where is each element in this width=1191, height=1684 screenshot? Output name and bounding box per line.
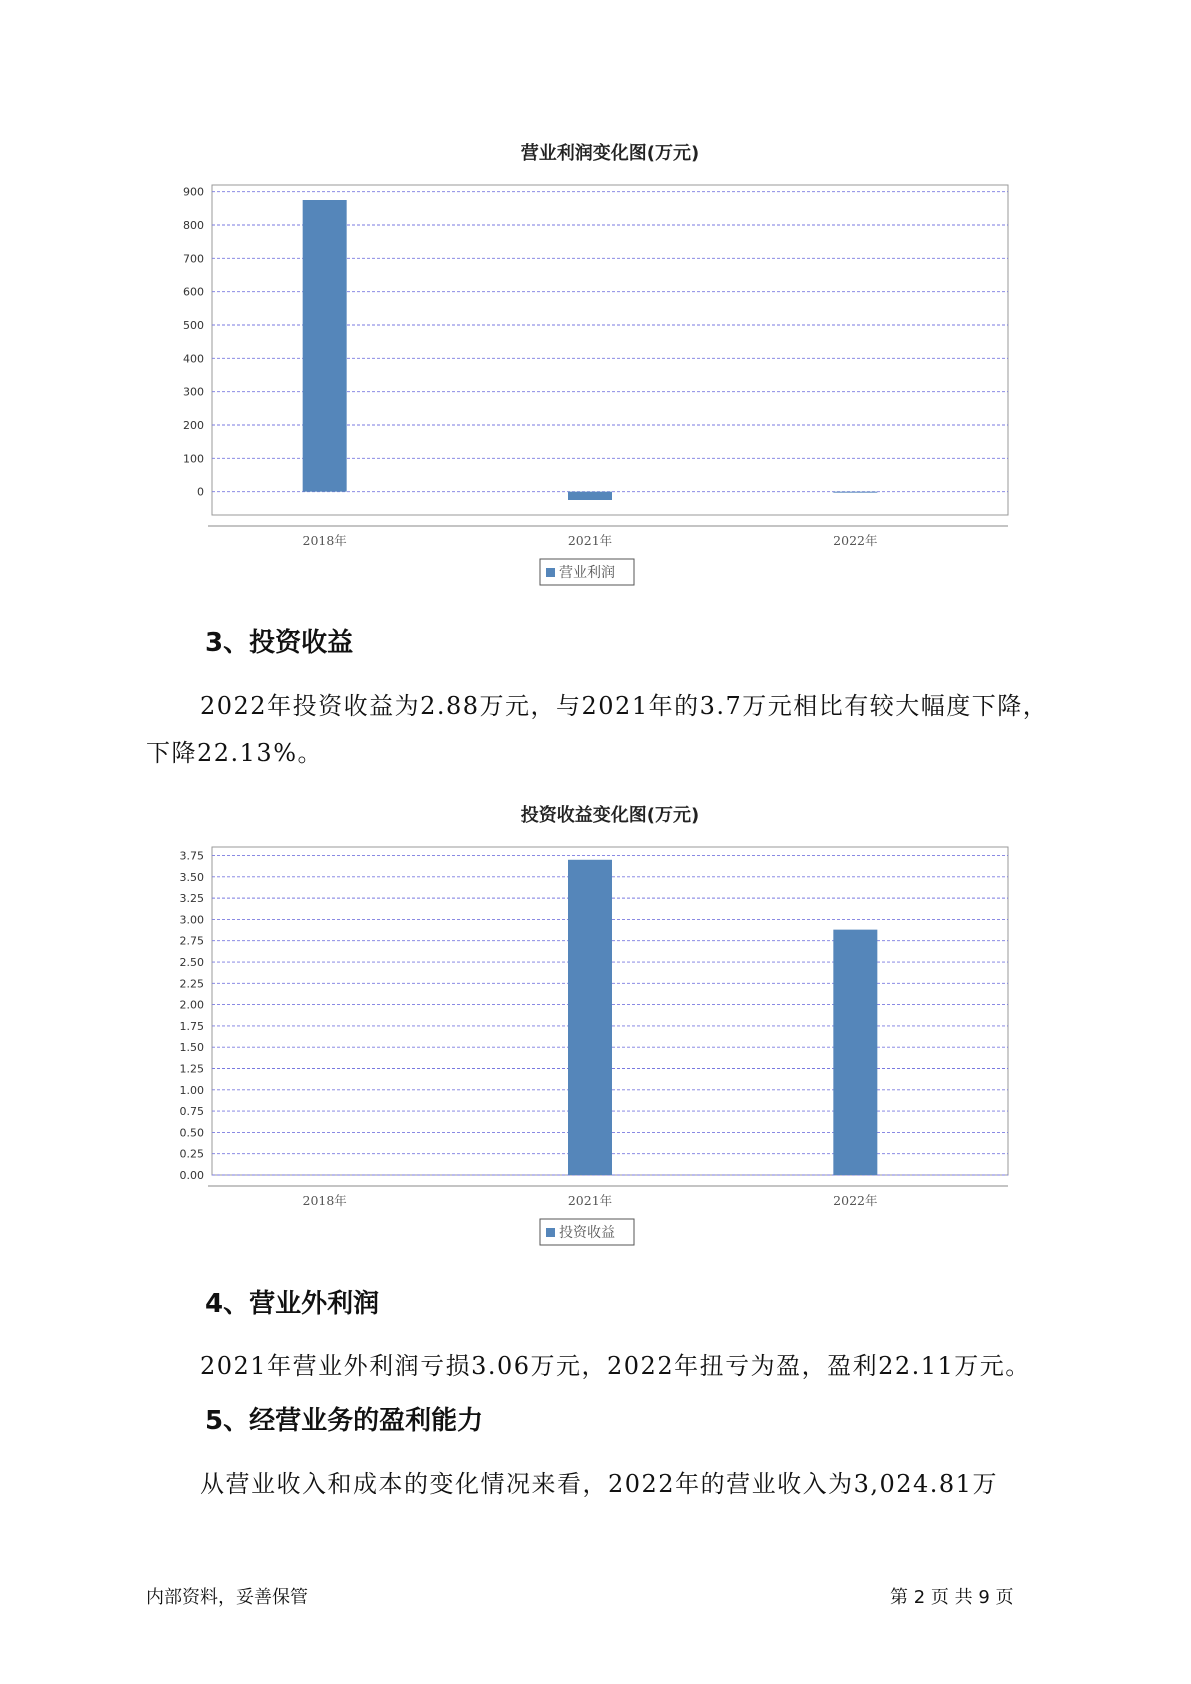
footer-page-number: 第 2 页 共 9 页 <box>890 1587 1014 1608</box>
y-tick-label: 1.75 <box>179 1019 204 1033</box>
bar-2022年 <box>833 930 877 1175</box>
y-tick-label: 700 <box>183 252 204 266</box>
bar-2021年 <box>568 492 612 500</box>
y-tick-label: 3.00 <box>179 913 204 927</box>
chart-title: 营业利润变化图(万元) <box>520 143 700 164</box>
x-tick-label: 2018年 <box>302 533 347 548</box>
y-tick-label: 0.00 <box>179 1169 204 1182</box>
y-tick-label: 2.75 <box>179 934 204 948</box>
legend-label: 投资收益 <box>559 1225 615 1241</box>
y-tick-label: 3.75 <box>179 849 204 863</box>
y-tick-label: 0.50 <box>179 1126 204 1140</box>
y-tick-label: 600 <box>183 285 204 299</box>
chart-title: 投资收益变化图(万元) <box>520 805 700 826</box>
y-tick-label: 0.75 <box>179 1105 204 1119</box>
investment-income-chart <box>150 792 1030 1262</box>
y-tick-label: 300 <box>183 385 204 399</box>
y-tick-label: 900 <box>183 185 204 199</box>
y-tick-label: 100 <box>183 452 204 466</box>
y-tick-label: 3.25 <box>179 892 204 906</box>
bar-2021年 <box>568 860 612 1175</box>
x-tick-label: 2022年 <box>833 533 878 548</box>
section-5-text-line-1: 从营业收入和成本的变化情况来看，2022年的营业收入为3,024.81万 <box>200 1470 998 1498</box>
section-3-text-line-1: 2022年投资收益为2.88万元，与2021年的3.7万元相比有较大幅度下降， <box>200 692 1049 720</box>
legend-swatch <box>546 1228 555 1237</box>
section-4-text-line-1: 2021年营业外利润亏损3.06万元，2022年扭亏为盈，盈利22.11万元。 <box>200 1352 1031 1380</box>
y-tick-label: 400 <box>183 352 204 366</box>
legend-label: 营业利润 <box>559 565 615 581</box>
y-tick-label: 800 <box>183 219 204 232</box>
y-tick-label: 1.00 <box>179 1083 204 1097</box>
y-tick-label: 0.25 <box>179 1147 204 1161</box>
y-tick-label: 2.50 <box>179 956 204 970</box>
bar-2018年 <box>303 200 347 492</box>
y-tick-label: 200 <box>183 419 204 432</box>
y-tick-label: 1.25 <box>179 1062 204 1076</box>
y-tick-label: 2.25 <box>179 977 204 991</box>
y-tick-label: 1.50 <box>179 1041 204 1055</box>
operating-profit-chart <box>150 130 1030 600</box>
y-tick-label: 0 <box>197 485 204 499</box>
operating-profit-chart-svg <box>150 130 1030 600</box>
section-3-text-line-2: 下降22.13%。 <box>146 739 324 767</box>
x-tick-label: 2021年 <box>567 533 613 548</box>
footer-confidential-note: 内部资料，妥善保管 <box>146 1587 308 1608</box>
y-tick-label: 2.00 <box>179 998 204 1012</box>
investment-income-chart-svg <box>150 792 1030 1262</box>
legend-swatch <box>546 568 555 577</box>
y-tick-label: 500 <box>183 319 204 332</box>
section-3-heading: 3、投资收益 <box>205 628 354 658</box>
section-4-heading: 4、营业外利润 <box>205 1289 380 1319</box>
section-5-heading: 5、经营业务的盈利能力 <box>205 1406 484 1436</box>
bar-2022年 <box>833 492 877 493</box>
x-tick-label: 2022年 <box>833 1193 878 1208</box>
y-tick-label: 3.50 <box>179 870 204 884</box>
x-tick-label: 2021年 <box>567 1193 613 1208</box>
x-tick-label: 2018年 <box>302 1193 347 1208</box>
